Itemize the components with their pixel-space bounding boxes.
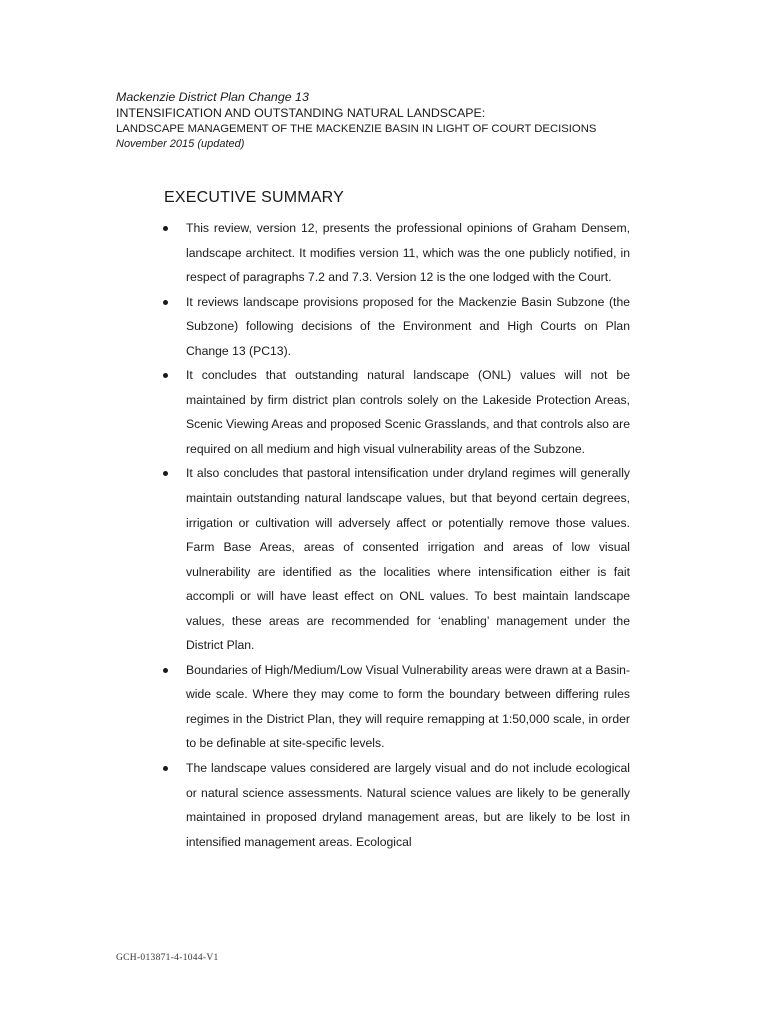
list-item-text: The landscape values considered are largely visual and do not include ecological or natural science assessments. Natural science values are likely to be generally maintained in proposed dryland management areas, but are likely to be lost in intensified management areas. Ecological: [186, 761, 630, 849]
document-title: Mackenzie District Plan Change 13: [116, 90, 309, 104]
document-header: [116, 89, 676, 151]
subtitle: LANDSCAPE MANAGEMENT OF THE MACKENZIE BASIN IN LIGHT OF COURT DECISIONS: [116, 123, 597, 135]
list-item-text: It concludes that outstanding natural landscape (ONL) values will not be maintained by firm district plan controls solely on the Lakeside Protection Areas, Scenic Viewing Areas and proposed Scenic Grasslands, and that controls also are required on all medium and high visual vulnerability areas of the Subzone.: [186, 368, 630, 456]
bullet-icon: [163, 471, 168, 476]
bullet-icon: [163, 373, 168, 378]
document-date: November 2015 (updated): [116, 138, 245, 150]
list-item-text: Boundaries of High/Medium/Low Visual Vulnerability areas were drawn at a Basin-wide scale. Where they may come to form the boundary between differing rules regimes in the District Plan, they will require remapping at 1:50,000 scale, in order to be definable at site-specific levels.: [186, 662, 630, 751]
bullet-icon: [163, 300, 168, 305]
list-item: [160, 290, 630, 364]
bullet-icon: [163, 766, 168, 771]
list-item-text: It reviews landscape provisions proposed for the Mackenzie Basin Subzone (the Subzone) following decisions of the Environment and High Courts on Plan Change 13 (PC13).: [186, 294, 630, 358]
main-title: INTENSIFICATION AND OUTSTANDING NATURAL LANDSCAPE:: [116, 106, 486, 120]
list-item-text: This review, version 12, presents the professional opinions of Graham Densem, landscape architect. It modifies version 11, which was the one publicly notified, in respect of paragraphs 7.2 and 7.3. Version 12 is the one lodged with the Court.: [186, 221, 630, 285]
list-item: [160, 658, 630, 756]
executive-summary-list: [160, 216, 630, 854]
list-item: [160, 216, 630, 290]
section-heading: EXECUTIVE SUMMARY: [164, 189, 345, 206]
list-item: [160, 363, 630, 461]
bullet-icon: [163, 668, 168, 673]
bullet-icon: [163, 226, 168, 231]
list-item-text: It also concludes that pastoral intensification under dryland regimes will generally maintain outstanding natural landscape values, but that beyond certain degrees, irrigation or cultivation will adversely affect or potentially remove those values. Farm Base Areas, areas of consented irrigation and areas of low visual vulnerability are identified as the localities where intensification either is fait accompli or will have least effect on ONL values. To best maintain landscape values, these areas are recommended for ‘enabling’ management under the District Plan.: [186, 466, 630, 653]
list-item: [160, 461, 630, 657]
list-item: [160, 756, 630, 854]
footer-document-code: GCH-013871-4-1044-V1: [116, 953, 219, 963]
